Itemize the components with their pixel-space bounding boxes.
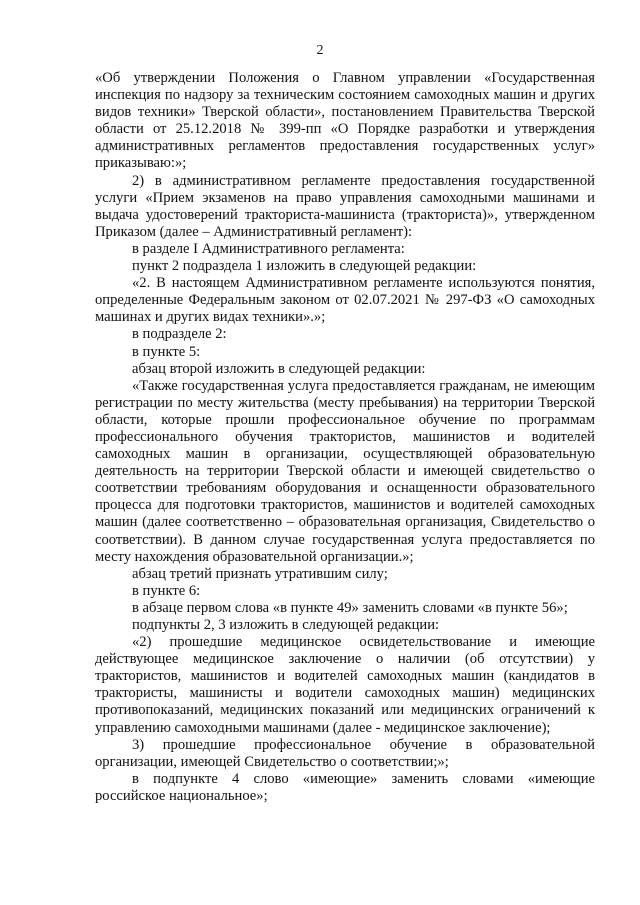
paragraph: абзац второй изложить в следующей редакции: (132, 360, 426, 377)
paragraph: пункт 2 подраздела 1 изложить в следующей редакции: (132, 258, 477, 275)
paragraph: 2) в административном регламенте предоставления государственной услуги «Прием экзаменов на право управления самоходными машинами и выдача удостоверений тракториста-машиниста (тракториста)», утвержденном Приказом (далее – Административный регламент): (95, 172, 595, 240)
page-number: 2 (316, 43, 324, 58)
paragraph: в подпункте 4 слово «имеющие» заменить словами «имеющие российское национальное»; (95, 770, 595, 804)
paragraph: подпункты 2, 3 изложить в следующей редакции: (132, 617, 440, 633)
paragraph: в подразделе 2: (132, 326, 227, 343)
paragraph: в пункте 6: (132, 582, 201, 599)
paragraph: в абзаце первом слова «в пункте 49» заменить словами «в пункте 56»; (132, 599, 568, 616)
paragraph: «2) прошедшие медицинское освидетельствование и имеющие действующее медицинское заключение о наличии (об отсутствии) у трактористов, машинистов и водителей самоходных машин (кандидатов в трактористы, машинисты и водители самоходных машин) медицинских противопоказаний, медицинских показаний или медицинских ограничений к управлению самоходными машинами (далее - медицинское заключение); (95, 634, 595, 736)
paragraph: «Об утверждении Положения о Главном управлении «Государственная инспекция по надзору за техническим состоянием самоходных машин и других видов техники» Тверской области», постановлением Правительства Тверской области от 25.12.2018 № 399-пп «О Порядке разработки и утверждения административных регламентов предоставления государственных услуг» приказываю:»; (95, 70, 595, 172)
paragraph: «Также государственная услуга предоставляется гражданам, не имеющим регистрации по месту жительства (месту пребывания) на территории Тверской области, которые прошли профессиональное обучение по программам профессионального обучения трактористов, машинистов и водителей самоходных машин в организации, осуществляющей образовательную деятельность на территории Тверской области и имеющей свидетельство о соответствии требованиям оборудования и оснащенности образовательного процесса для подготовки трактористов, машинистов и водителей самоходных машин (далее соответственно – образовательная организация, Свидетельство о соответствии). В данном случае государственная услуга предоставляется по месту нахождения образовательной организации.»; (95, 377, 595, 565)
paragraph: в пункте 5: (132, 343, 201, 360)
paragraph: абзац третий признать утратившим силу; (132, 565, 388, 582)
paragraph: 3) прошедшие профессиональное обучение в образовательной организации, имеющей Свидетельство о соответствии;»; (95, 736, 595, 770)
paragraph: в разделе I Административного регламента: (132, 240, 405, 257)
document-body (95, 70, 595, 805)
paragraph: «2. В настоящем Административном регламенте используются понятия, определенные Федеральным законом от 02.07.2021 № 297-ФЗ «О самоходных машинах и других видах техники».»; (95, 275, 595, 326)
